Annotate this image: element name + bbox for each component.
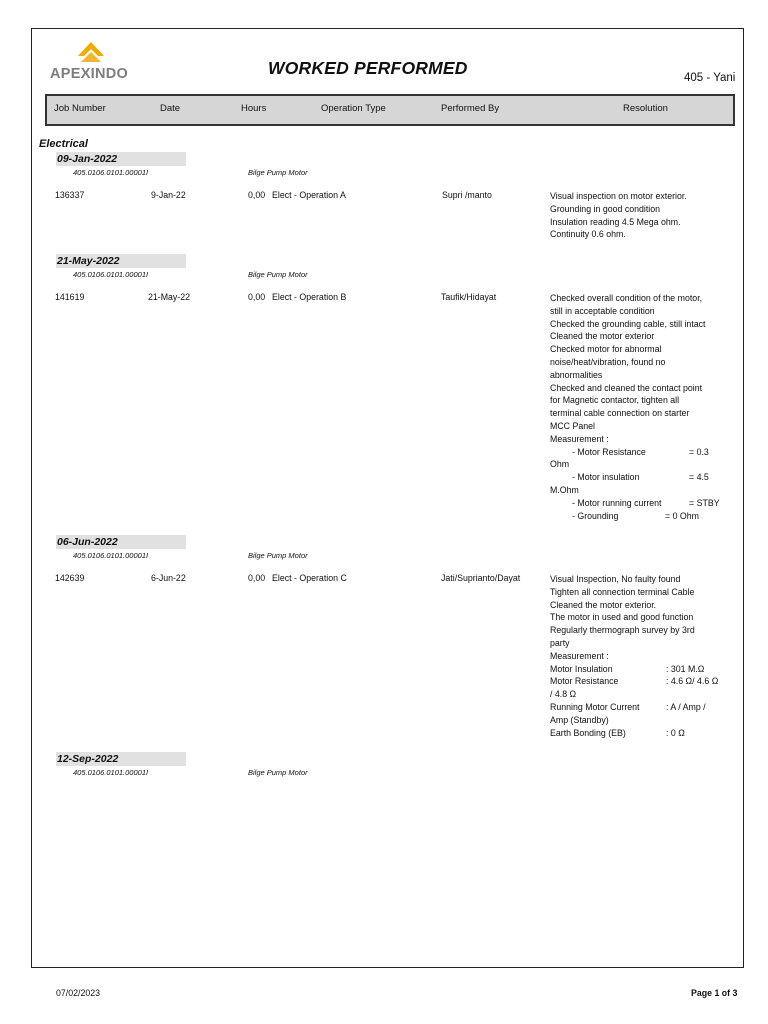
resolution-text: [550, 292, 730, 522]
logo-text: APEXINDO: [50, 66, 129, 82]
resolution-text: [550, 573, 730, 739]
page-subtitle: 405 - Yani: [684, 72, 736, 84]
measurement-value: : 0 Ω: [666, 727, 685, 738]
job-hours: 0,00: [248, 292, 266, 302]
measurement-continuation: Ohm: [550, 459, 570, 470]
measurement-row: [550, 727, 730, 740]
equipment-name: Bilge Pump Motor: [248, 768, 308, 777]
resolution-line: Visual Inspection, No faulty found: [550, 574, 681, 584]
column-header: Resolution: [623, 103, 668, 114]
resolution-line: Measurement :: [550, 650, 609, 661]
resolution-line: abnormalities: [550, 369, 603, 380]
column-header: Hours: [241, 103, 267, 114]
measurement-continuation: / 4.8 Ω: [550, 689, 577, 700]
equipment-name: Bilge Pump Motor: [248, 168, 308, 177]
resolution-line: still in acceptable condition: [550, 305, 655, 316]
measurement-continuation: Amp (Standby): [550, 714, 609, 725]
job-date: 6-Jun-22: [151, 573, 186, 583]
measurement-label: - Motor running current: [572, 497, 662, 508]
performed-by: Taufik/Hidayat: [441, 292, 497, 302]
company-logo: [48, 42, 134, 86]
resolution-line: Cleaned the motor exterior.: [550, 599, 657, 610]
resolution-line: Checked the grounding cable, still intact: [550, 318, 706, 329]
job-number: 136337: [55, 190, 85, 200]
equipment-code: 405.0106.0101.00001I: [73, 168, 149, 177]
measurement-label: - Motor insulation: [572, 472, 640, 483]
measurement-label: - Grounding: [572, 510, 619, 521]
measurement-row: [550, 663, 730, 676]
resolution-line: noise/heat/vibration, found no: [550, 356, 666, 367]
resolution-line: Visual inspection on motor exterior.: [550, 191, 687, 201]
measurement-value: = STBY: [689, 497, 720, 508]
date-group-header: 12-Sep-2022: [56, 752, 186, 766]
measurement-label: Earth Bonding (EB): [550, 727, 626, 738]
measurement-continuation: M.Ohm: [550, 484, 579, 495]
column-header: Performed By: [441, 103, 500, 114]
measurement-row: [550, 510, 730, 523]
page-title: WORKED PERFORMED: [268, 58, 468, 78]
measurement-value: : 301 M.Ω: [666, 663, 705, 674]
measurement-label: Motor Insulation: [550, 663, 613, 674]
date-group-header: 06-Jun-2022: [56, 535, 186, 549]
resolution-text: [550, 190, 730, 241]
resolution-line: party: [550, 637, 570, 648]
job-number: 141619: [55, 292, 85, 302]
job-date: 21-May-22: [148, 292, 191, 302]
measurement-label: Motor Resistance: [550, 676, 619, 687]
operation-type: Elect - Operation A: [272, 190, 346, 200]
resolution-line: Tighten all connection terminal Cable: [550, 586, 695, 597]
date-group-header: 09-Jan-2022: [56, 152, 186, 166]
measurement-row: [550, 675, 730, 688]
measurement-label: - Motor Resistance: [572, 446, 646, 457]
operation-type: Elect - Operation C: [272, 573, 347, 583]
logo-mark-icon: [74, 42, 108, 66]
performed-by: Supri /manto: [442, 190, 492, 200]
measurement-value: = 0 Ohm: [665, 510, 699, 521]
column-header: Date: [160, 103, 181, 114]
resolution-line: Grounding in good condition: [550, 203, 661, 214]
measurement-value: = 0.3: [689, 446, 709, 457]
resolution-line: Cleaned the motor exterior: [550, 331, 655, 342]
equipment-code: 405.0106.0101.00001I: [73, 768, 149, 777]
date-group-header: 21-May-2022: [56, 254, 186, 268]
operation-type: Elect - Operation B: [272, 292, 347, 302]
job-date: 9-Jan-22: [151, 190, 186, 200]
resolution-line: The motor in used and good function: [550, 612, 694, 623]
resolution-line: Continuity 0.6 ohm.: [550, 229, 626, 240]
resolution-line: MCC Panel: [550, 420, 595, 431]
resolution-line: Measurement :: [550, 433, 609, 444]
measurement-label: Running Motor Current: [550, 701, 640, 712]
column-header: Operation Type: [321, 103, 386, 114]
job-hours: 0,00: [248, 573, 266, 583]
equipment-name: Bilge Pump Motor: [248, 551, 308, 560]
measurement-row: [550, 446, 730, 459]
job-number: 142639: [55, 573, 85, 583]
column-header: Job Number: [54, 103, 106, 114]
page-number: Page 1 of 3: [691, 988, 738, 998]
footer-date: 07/02/2023: [56, 988, 101, 998]
job-hours: 0,00: [248, 190, 266, 200]
equipment-code: 405.0106.0101.00001I: [73, 551, 149, 560]
resolution-line: terminal cable connection on starter: [550, 408, 690, 419]
resolution-line: Regularly thermograph survey by 3rd: [550, 625, 695, 636]
equipment-name: Bilge Pump Motor: [248, 270, 308, 279]
section-label: Electrical: [39, 138, 88, 150]
resolution-line: Checked motor for abnormal: [550, 344, 662, 355]
column-header-bar: [45, 94, 735, 126]
measurement-value: : 4.6 Ω/ 4.6 Ω: [666, 676, 719, 687]
resolution-line: Insulation reading 4.5 Mega ohm.: [550, 216, 681, 227]
performed-by: Jati/Suprianto/Dayat: [441, 573, 521, 583]
measurement-row: [550, 497, 730, 510]
measurement-value: = 4.5: [689, 472, 709, 483]
measurement-row: [550, 471, 730, 484]
measurement-row: [550, 701, 730, 714]
resolution-line: Checked and cleaned the contact point: [550, 382, 703, 393]
measurement-value: : A / Amp /: [666, 701, 706, 712]
equipment-code: 405.0106.0101.00001I: [73, 270, 149, 279]
resolution-line: Checked overall condition of the motor,: [550, 293, 703, 303]
resolution-line: for Magnetic contactor, tighten all: [550, 395, 680, 406]
